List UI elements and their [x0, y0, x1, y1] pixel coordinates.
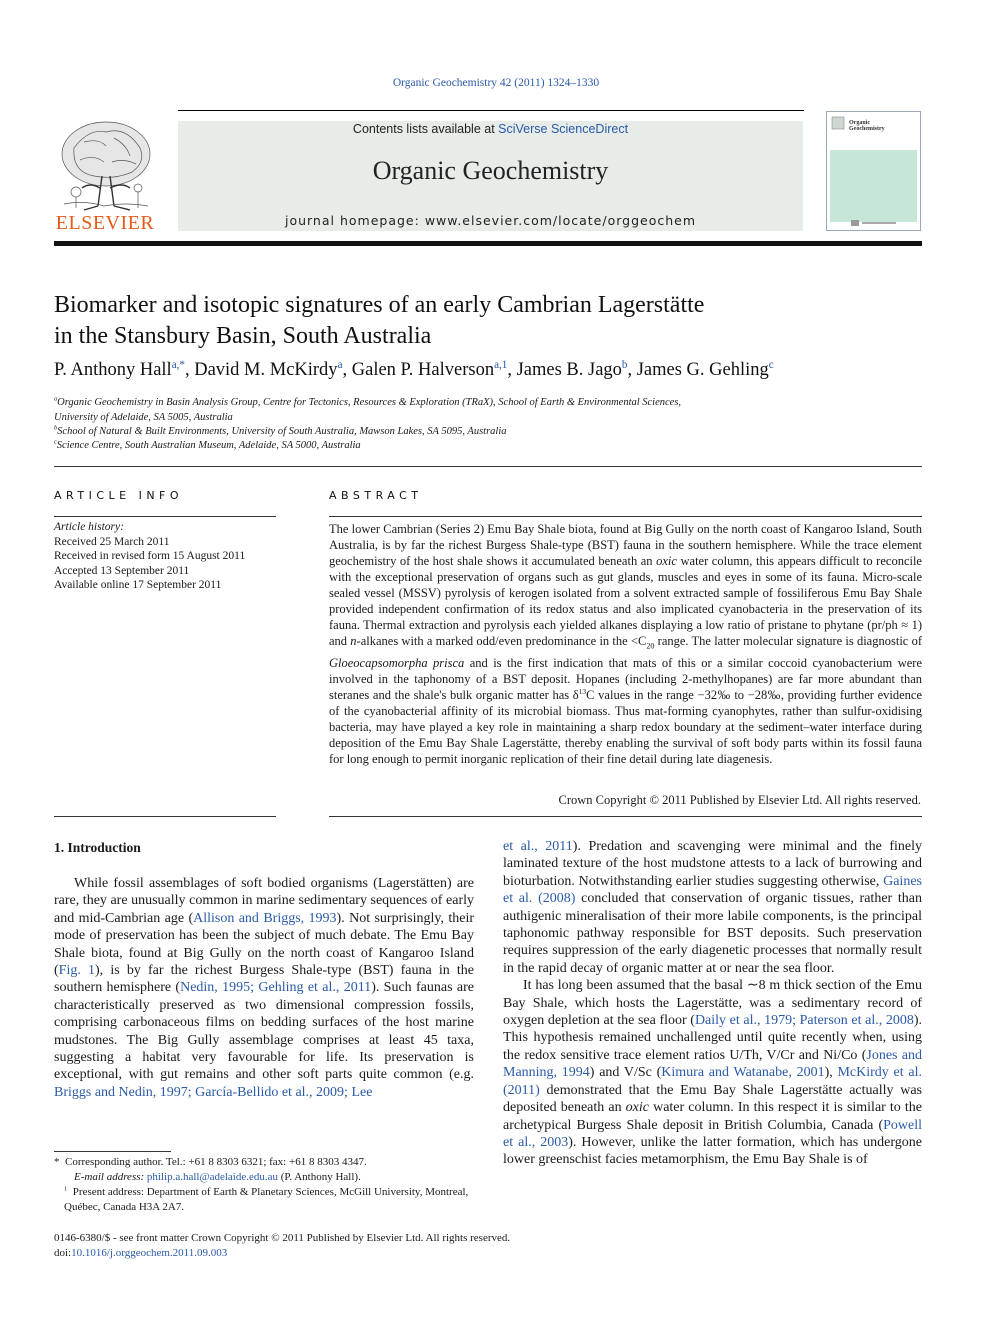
email-label: E-mail address: [74, 1171, 147, 1183]
abstract-part: -alkanes with a marked odd/even predominance in the <C [356, 634, 647, 648]
footnote-text: Present address: Department of Earth & Planetary Sciences, McGill University, Montreal, Québec, Canada H3A 2A7. [64, 1186, 469, 1213]
footnote-text: (P. Anthony Hall). [278, 1171, 361, 1183]
cover-title-line1: Organic [849, 120, 870, 126]
footnote-corresponding [54, 1155, 474, 1170]
citation-link[interactable]: Briggs and Nedin, 1997; García-Bellido et al., 2009; Lee [54, 1084, 373, 1100]
footnote-rule [54, 1151, 171, 1152]
body-text: ). This hypothesis remained unchallenged until quite recently when, using the redox sensitive trace element ratios U/Th, V/Cr and Ni/Co ( [503, 1013, 922, 1063]
abstract-part: range. The latter molecular signature is diagnostic of [654, 634, 922, 648]
cover-green-panel [830, 150, 917, 222]
author-separator: , [342, 360, 352, 380]
issn-line: 0146-6380/$ - see front matter Crown Copyright © 2011 Published by Elsevier Ltd. All rights reserved. [54, 1232, 511, 1244]
abstract-italic: Gloeocapsomorpha prisca [329, 655, 465, 670]
doi-label: doi: [54, 1246, 72, 1259]
body-italic: oxic [625, 1100, 649, 1116]
affiliation-text: School of Natural & Built Environments, University of South Australia, Mawson Lakes, SA 5095, Australia [57, 426, 507, 437]
header-rule [178, 110, 804, 111]
footnote-mark: 1 [64, 1185, 68, 1193]
header-thick-rule [54, 241, 922, 246]
history-accepted: Accepted 13 September 2011 [54, 564, 190, 577]
body-left-column [54, 875, 474, 1101]
affiliation-a [54, 396, 814, 425]
journal-homepage [178, 213, 803, 228]
abstract-copyright: Crown Copyright © 2011 Published by Elsevier Ltd. All rights reserved. [558, 793, 921, 807]
body-paragraph [503, 977, 922, 1168]
abstract-italic: n [350, 634, 357, 648]
abstract-part: C values in the range −32‰ to −28‰, providing further evidence of the cyanobacterial affinity of its microbial biomass. Thus mat-forming cyanophytes, rather than sulfur-oxidising bacteria, may have played a key role in maintaining a sharp redox boundary at the sediment–water interface during deposition of the Emu Bay Shale Lagerstätte, thereby enabling the survival of soft body parts within its fossil fauna for long enough to permit inorganic replication of their fine detail during late diagenesis. [329, 687, 922, 766]
article-history [54, 520, 276, 593]
author-separator: , [627, 360, 637, 380]
abstract-bottom-rule [329, 816, 922, 817]
body-text: ). Such faunas are characteristically preserved as two dimensional compression fossils, comprising carbonaceous films on bedding surfaces of the host marine mudstones. The Big Gully assemblage comprises at least 45 taxa, suggesting a habitat very favourable for life. Its preservation is exceptional, with gut remains and other soft parts quite common (e.g. [54, 980, 474, 1083]
affiliation-mark: a [54, 395, 58, 403]
email-link[interactable]: philip.a.hall@adelaide.edu.au [146, 1171, 279, 1183]
body-text: ). However, unlike the latter formation, which has undergone lower greenschist facies metamorphism, the Emu Bay Shale is of [503, 1134, 922, 1168]
journal-title: Organic Geochemistry [372, 156, 609, 185]
article-title-line1: Biomarker and isotopic signatures of an early Cambrian Lagerstätte [54, 292, 705, 318]
author-affil-marker[interactable]: c [768, 358, 774, 371]
body-text: demonstrated that the Emu Bay Shale Lagerstätte actually was deposited beneath an [503, 1082, 922, 1116]
citation-link[interactable]: Powell et al., 2003 [503, 1117, 922, 1150]
cover-title-line2: Geochemistry [849, 126, 885, 132]
history-revised: Received in revised form 15 August 2011 [54, 550, 246, 562]
author-affil-marker[interactable]: a [337, 358, 343, 371]
abstract-part: water column, this appears difficult to reconcile with the exceptional preservation of organs such as gut glands, muscles and eyes in some of its fauna. Micro-scale sealed vessel (MSSV) pyrolysis of kerogen isolated from a solvent extracted sample of fossiliferous Emu Bay Shale provided independent confirmation of its redox status and also implicated cyanobacteria in the preservation of its fauna. Thermal extraction and pyrolysis each yielded alkanes displaying a low ratio of pristane to phytane (pr/ph ≈ 1) and [329, 554, 922, 648]
body-text: While fossil assemblages of soft bodied organisms (Lagerstätten) are rare, they are unusually common in marine sedimentary sequences of early and mid-Cambrian age ( [54, 876, 474, 926]
affiliation-mark: c [54, 438, 57, 446]
affiliation-c [54, 439, 814, 454]
author-affil-marker[interactable]: b [621, 358, 628, 371]
body-text: ), [824, 1065, 838, 1081]
author-name[interactable]: Galen P. Halverson [351, 360, 495, 380]
section-heading: 1. Introduction [54, 840, 141, 855]
cover-publisher-icon [851, 219, 897, 227]
page-footer [54, 1231, 754, 1260]
affiliation-b [54, 425, 814, 440]
abstract-part: and is the first indication that mats of this or a similar coccoid cyanobacterium were involved in the taphonomy of a BST deposit. Hopanes (including 2-methylhopanes) are far more abundant than steranes and the shale's bulk organic matter has δ [329, 655, 922, 702]
body-text: ). Not surprisingly, their mode of preservation has been the subject of much debate. The Emu Bay Shale biota, found at Big Gully on the north coast of Kangaroo Island ( [54, 910, 474, 979]
cover-logo-icon [831, 116, 845, 130]
footnote-text: Corresponding author. Tel.: +61 8 8303 6321; fax: +61 8 8303 4347. [65, 1156, 367, 1168]
footnote-email [54, 1170, 474, 1185]
citation-link[interactable]: Jones and Manning, 1994 [503, 1047, 923, 1081]
article-info-heading: ARTICLE INFO [54, 489, 184, 502]
contents-prefix: Contents lists available at [352, 122, 499, 136]
author-name[interactable]: James G. Gehling [636, 360, 769, 380]
author-affil-marker[interactable]: a,1 [494, 358, 508, 371]
body-text: ). Predation and scavenging were minimal and the finely laminated texture of the host mudstone attests to a lack of burrowing and bioturbation. Notwithstanding earlier studies suggesting otherwise, [503, 839, 922, 889]
citation-link[interactable]: McKirdy et al. (2011) [503, 1065, 922, 1098]
author-name[interactable]: James B. Jago [516, 360, 622, 380]
body-text: It has long been assumed that the basal ∼8 m thick section of the Emu Bay Shale, which hosts the Lagerstätte, was a sedimentary record of oxygen depletion at the sea floor ( [503, 978, 922, 1029]
affiliation-text-cont: University of Adelaide, SA 5005, Australia [54, 411, 233, 423]
citation-link[interactable]: Nedin, 1995; Gehling et al., 2011 [180, 980, 372, 996]
affiliation-text: Science Centre, South Australian Museum, Adelaide, SA 5000, Australia [56, 440, 361, 451]
affiliation-divider [54, 466, 922, 467]
article-title [54, 290, 814, 352]
body-text: concluded that conservation of organic tissues, rather than authigenic mineralisation of their more labile components, is the principal taphonomic pathway responsible for BST deposits. Such preservation requires suppression of the early diagenetic processes that normally result in the rapid decay of organic matter at or near the sea floor. [503, 891, 922, 976]
journal-cover-thumbnail [826, 111, 921, 231]
author-list [54, 360, 934, 381]
journal-citation[interactable]: Organic Geochemistry 42 (2011) 1324–1330 [392, 77, 600, 89]
abstract-part: The lower Cambrian (Series 2) Emu Bay Shale biota, found at Big Gully on the north coast of Kangaroo Island, South Australia, is by far the richest Burgess Shale-type (BST) fauna in the southern hemisphere. While the trace element geochemistry of the host shale shows it accumulated beneath an [329, 522, 922, 568]
citation-link[interactable]: Allison and Briggs, 1993 [193, 910, 337, 926]
body-paragraph [54, 875, 474, 1101]
body-text: water column. In this respect it is similar to the archetypical Burgess Shale deposit in British Columbia, Canada ( [503, 1100, 922, 1133]
author-separator: , [507, 360, 517, 380]
homepage-url[interactable]: www.elsevier.com/locate/orggeochem [424, 213, 697, 228]
history-label: Article history: [54, 521, 124, 533]
body-text: ), is by far the richest Burgess Shale-type (BST) fauna in the southern hemisphere ( [54, 963, 474, 996]
footnote-mark: * [54, 1156, 60, 1168]
contents-line [178, 122, 803, 136]
citation-link[interactable]: Kimura and Watanabe, 2001 [661, 1065, 825, 1081]
history-received: Received 25 March 2011 [54, 535, 170, 548]
sciencedirect-link[interactable]: SciVerse ScienceDirect [498, 122, 629, 136]
author-affil-marker[interactable]: a,* [171, 358, 185, 371]
abstract-heading: ABSTRACT [329, 489, 423, 502]
abstract-italic: oxic [656, 554, 677, 568]
author-separator: , [184, 360, 195, 380]
body-paragraph [503, 838, 922, 977]
author-name[interactable]: P. Anthony Hall [54, 360, 172, 380]
citation-link[interactable]: Gaines et al. (2008) [503, 873, 922, 907]
elsevier-wordmark: ELSEVIER [55, 212, 155, 234]
homepage-label: journal homepage: [284, 213, 425, 228]
footnote-present-address [54, 1185, 474, 1215]
figure-link[interactable]: Fig. 1 [58, 963, 96, 979]
abstract-text [329, 521, 922, 767]
cover-title [849, 120, 885, 132]
footnotes [54, 1155, 474, 1215]
article-info-bottom-rule [54, 816, 276, 817]
article-title-line2: in the Stansbury Basin, South Australia [54, 323, 432, 349]
affiliation-text: Organic Geochemistry in Basin Analysis Group, Centre for Tectonics, Resources & Exploration (TRaX), School of Earth & Environmental Sciences, [57, 397, 682, 408]
citation-link[interactable]: Daily et al., 1979; Paterson et al., 2008 [694, 1013, 914, 1029]
history-online: Available online 17 September 2011 [54, 579, 222, 591]
abstract-subscript: 20 [646, 641, 655, 651]
abstract-superscript: 13 [578, 686, 587, 696]
affiliation-mark: b [54, 424, 58, 432]
citation-link[interactable]: et al., 2011 [503, 839, 573, 854]
doi-line [54, 1246, 754, 1261]
article-info-rule [54, 516, 276, 517]
body-right-column [503, 838, 922, 1169]
abstract-rule [329, 516, 922, 517]
body-text: ) and V/Sc ( [589, 1065, 662, 1081]
doi-link[interactable]: 10.1016/j.orggeochem.2011.09.003 [71, 1246, 228, 1259]
author-name[interactable]: David M. McKirdy [194, 360, 338, 380]
